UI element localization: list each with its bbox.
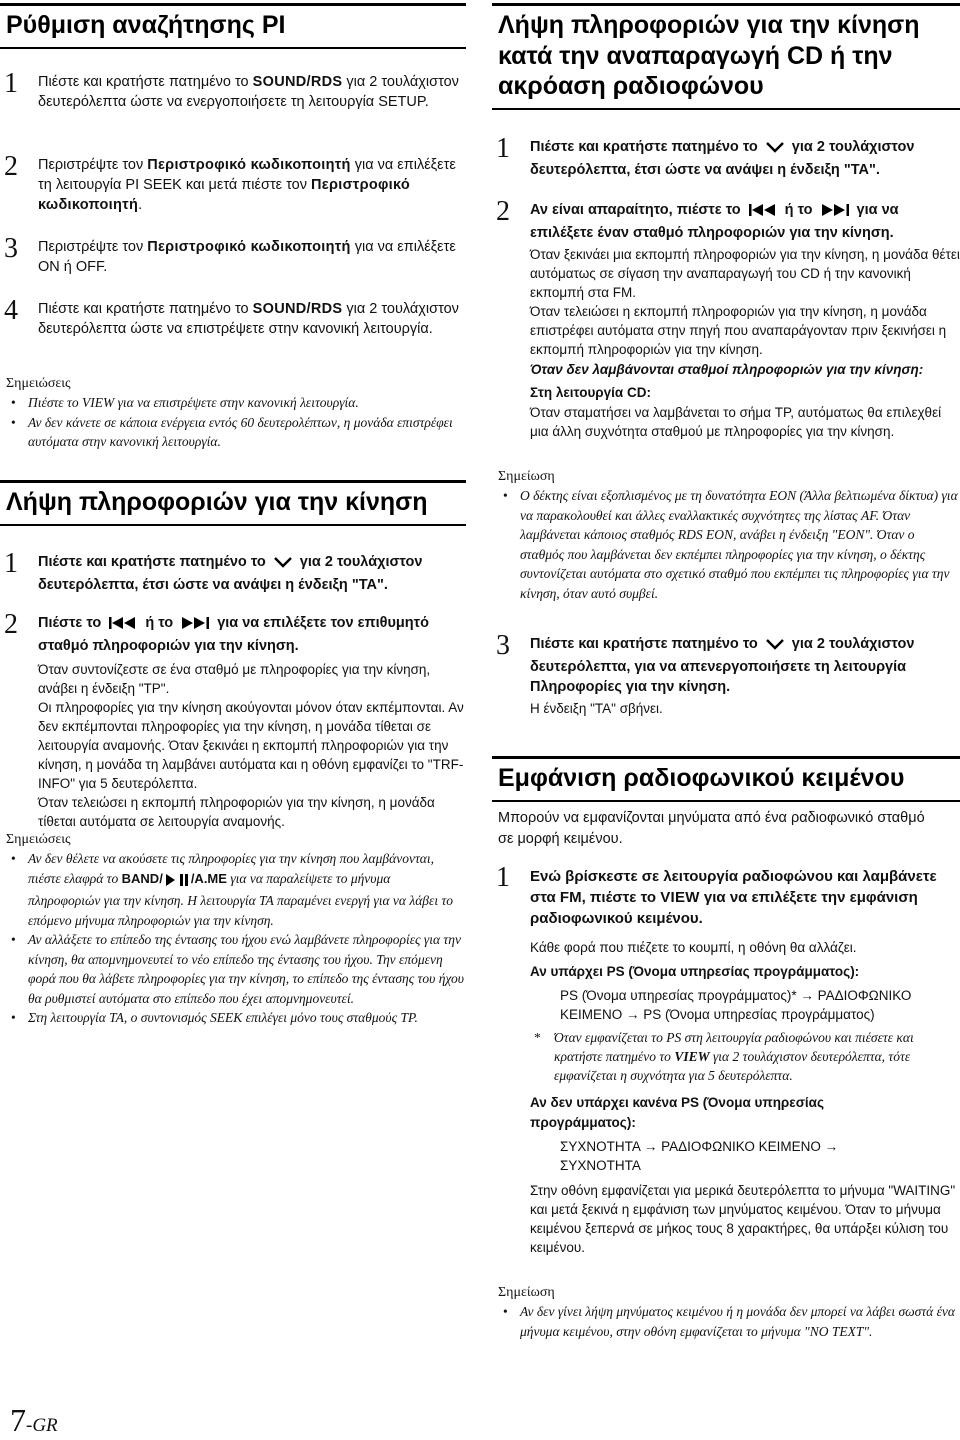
traffic-step-2	[0, 609, 466, 831]
step-text: για να επιλέξετε έναν σταθμό πληροφοριών για την κίνηση.	[530, 202, 899, 241]
sound-rds-label: SOUND/RDS	[252, 301, 343, 317]
note-item: • Αν δεν γίνει λήψη μηνύματος κειμένου ή η μονάδα δεν μπορεί να λάβει σωστά ένα μήνυμα κειμένου, στην οθόνη εμφανίζεται το μήνυμα "NO TEXT".	[498, 1302, 960, 1341]
step-sub-text	[530, 245, 960, 359]
traffic-step-1	[0, 548, 466, 595]
step-text: για 2 τουλάχιστον δευτερόλεπτα, έτσι ώστε να ανάψει η ένδειξη "TA".	[38, 554, 423, 593]
prev-track-icon	[108, 616, 138, 636]
step-text: Πιέστε και κρατήστε πατημένο το	[38, 554, 270, 570]
notes-heading: Σημείωση	[498, 469, 555, 484]
ame-button-label: /A.ME	[190, 870, 227, 886]
cd-step-3	[492, 630, 960, 718]
traffic-notes	[6, 830, 466, 1028]
play-pause-icon	[165, 872, 189, 892]
cd-section-title: Λήψη πληροφοριών για την κίνηση κατά την αναπαραγωγή CD ή την ακρόαση ραδιοφώνου	[492, 3, 960, 110]
step-sub-text	[38, 660, 466, 831]
asterisk: *	[534, 1030, 541, 1045]
star-footnote	[500, 1028, 960, 1085]
cd-step-2	[492, 196, 960, 359]
sub-paragraph: Όταν τελειώσει η εκπομπή πληροφοριών για την κίνηση, η μονάδα τίθεται αυτόματα σε λειτουργία αναμονής.	[38, 795, 435, 829]
pi-step-2	[0, 151, 466, 215]
step-text: για να επιλέξετε τη λειτουργία PI SEEK και μετά πιέστε τον	[38, 157, 456, 193]
pi-step-1	[0, 68, 466, 112]
band-button-label: BAND/	[121, 870, 163, 886]
step-text: Περιστρέψτε τον	[38, 239, 148, 255]
step-number: 1	[496, 133, 510, 164]
note-item: • Αν δεν κάνετε σε κάποια ενέργεια εντός 60 δευτερολέπτων, η μονάδα επιστρέφει αυτόματα στην κανονική λειτουργία.	[6, 413, 466, 452]
notes-heading: Σημειώσεις	[6, 376, 71, 391]
note-text: για να παραλείψετε το μήνυμα πληροφοριών για την κίνηση. Η λειτουργία TA παραμένει ενεργή για να λάβει το επόμενο μήνυμα πληροφοριών για την κίνηση.	[28, 870, 454, 928]
step-text: για 2 τουλάχιστον δευτερόλεπτα ώστε να επιστρέψετε στην κανονική λειτουργία.	[38, 301, 459, 337]
step-number: 1	[496, 862, 510, 893]
step-number: 2	[4, 151, 18, 182]
page-number: 7	[10, 1402, 26, 1438]
traffic-section-title: Λήψη πληροφοριών για την κίνηση	[0, 480, 466, 526]
notes-heading: Σημειώσεις	[6, 832, 71, 847]
step-number: 3	[496, 630, 510, 661]
pi-step-3	[0, 233, 466, 277]
next-track-icon	[180, 616, 210, 636]
sub-paragraph: Όταν συντονίζεστε σε ένα σταθμό με πληροφορίες για την κίνηση, ανάβει η ένδειξη "TP".	[38, 662, 431, 696]
sound-rds-label: SOUND/RDS	[252, 74, 343, 90]
down-chevron-icon	[765, 637, 785, 657]
no-station-heading: Όταν δεν λαμβάνονται σταθμοί πληροφοριών για την κίνηση:	[530, 362, 924, 377]
step-text: Πιέστε το	[38, 615, 106, 631]
step-number: 1	[4, 548, 18, 579]
no-station-block	[530, 360, 960, 441]
step-number: 2	[496, 196, 510, 227]
step-text: Περιστρέψτε τον	[38, 157, 148, 173]
step-number: 4	[4, 295, 18, 326]
cd-step-1	[492, 133, 960, 180]
view-button-label: VIEW	[660, 889, 700, 906]
step-text: Πιέστε και κρατήστε πατημένο το	[38, 301, 253, 317]
rotary-encoder-label: Περιστροφικό κωδικοποιητή	[38, 177, 411, 213]
no-ps-sequence: ΣΥΧΝΟΤΗΤΑ → ΡΑΔΙΟΦΩΝΙΚΟ ΚΕΙΜΕΝΟ → ΣΥΧΝΟΤΗΤΑ	[560, 1139, 839, 1173]
notes-list	[498, 486, 960, 603]
note-item: • Στη λειτουργία TA, ο συντονισμός SEEK επιλέγει μόνο τους σταθμούς TP.	[6, 1008, 466, 1028]
step-text: για να επιλέξετε την εμφάνιση ραδιοφωνικού κειμένου.	[530, 889, 918, 927]
step-text: για να επιλέξετε ON ή OFF.	[38, 239, 456, 275]
view-button-label: VIEW	[674, 1049, 710, 1064]
note-item	[6, 849, 466, 930]
note-item: • Αν αλλάξετε το επίπεδο της έντασης του ήχου ενώ λαμβάνετε πληροφορίες για την κίνηση, θα απομνημονευτεί το νέο επίπεδο της έντασης του ήχου. Την επόμενη φορά που θα λάβετε πληροφορίες για την κίνηση, το επίπεδο της έντασης του ήχου θα ρυθμιστεί αυτόματα στο επίπεδο που έχει απομνημονευτεί.	[6, 930, 466, 1008]
press-info: Κάθε φορά που πιέζετε το κουμπί, η οθόνη θα αλλάζει.	[530, 940, 857, 955]
ps-sequence: PS (Όνομα υπηρεσίας προγράμματος)* → ΡΑΔΙΟΦΩΝΙΚΟ ΚΕΙΜΕΝΟ → PS (Όνομα υπηρεσίας προγράμματος)	[560, 988, 912, 1022]
next-track-icon	[820, 203, 850, 223]
notes-list	[6, 393, 466, 452]
notes-list	[498, 1302, 960, 1341]
step-text: για 2 τουλάχιστον δευτερόλεπτα, για να απενεργοποιήσετε τη λειτουργία Πληροφορίες για την κίνηση.	[530, 636, 915, 695]
note-item: • Ο δέκτης είναι εξοπλισμένος με τη δυνατότητα EON (Άλλα βελτιωμένα δίκτυα) για να παρακολουθεί και άλλες εναλλακτικές συχνότητες της λίστας AF. Όταν λαμβάνεται κάποιος σταθμός RDS EON, ανάβει η ένδειξη "EON". Όταν ο σταθμός που λαμβάνεται δεν εκπέμπει πληροφορίες για την κίνηση, ο δέκτης συντονίζεται αυτόματα στο σχετικό σταθμό που εκπέμπει τις πληροφορίες για την κίνηση, όταν αυτό συμβεί.	[498, 486, 960, 603]
step-number: 1	[4, 68, 18, 99]
pi-section-title: Ρύθμιση αναζήτησης PI	[0, 3, 466, 49]
step-text: ή το	[780, 202, 817, 218]
cd-mode-text: Όταν σταματήσει να λαμβάνεται το σήμα TP, αυτόματως θα επιλεχθεί μια άλλη συχνότητα σταθμού με πληροφορίες για την κίνηση.	[530, 405, 942, 439]
cd-mode-label: Στη λειτουργία CD:	[530, 385, 651, 400]
rotary-encoder-label: Περιστροφικό κωδικοποιητή	[147, 157, 351, 173]
step-text: για να επιλέξετε τον επιθυμητό σταθμό πληροφοριών για την κίνηση.	[38, 615, 429, 654]
down-chevron-icon	[273, 555, 293, 575]
step-text: Πιέστε και κρατήστε πατημένο το	[38, 74, 253, 90]
note-text: Αν δεν θέλετε να ακούσετε τις πληροφορίες για την κίνηση που λαμβάνονται, πιέστε ελαφρά το	[28, 851, 434, 886]
waiting-paragraph: Στην οθόνη εμφανίζεται για μερικά δευτερόλεπτα το μήνυμα "WAITING" και μετά ξεκινά η εμφάνιση των μηνύματος κειμένου. Όταν το μήνυμα κειμένου ξεπερνά σε μήκος τους 8 χαρακτήρες, θα υπάρξει κύλιση του κειμένου.	[530, 1183, 956, 1255]
rotary-encoder-label: Περιστροφικό κωδικοποιητή	[147, 239, 351, 255]
down-chevron-icon	[765, 140, 785, 160]
sub-paragraph: Όταν τελειώσει η εκπομπή πληροφοριών για την κίνηση, η μονάδα επιστρέφει αυτόματα στην πηγή που αναπαράγονταν πριν ξεκινήσει η εκπομπή πληροφοριών για την κίνηση.	[530, 304, 947, 357]
radio-text-intro: Μπορούν να εμφανίζονται μηνύματα από ένα ραδιοφωνικό σταθμό σε μορφή κειμένου.	[498, 810, 925, 847]
step-text: ή το	[141, 615, 178, 631]
radio-text-section-title: Εμφάνιση ραδιοφωνικού κειμένου	[492, 756, 960, 802]
no-ps-label: Αν δεν υπάρχει κανένα PS (Όνομα υπηρεσίας προγράμματος):	[530, 1095, 825, 1130]
language-suffix: -GR	[26, 1415, 58, 1436]
footnote-text: για 2 τουλάχιστον δευτερόλεπτα, τότε εμφανίζεται η συχνότητα για 5 δευτερόλεπτα.	[554, 1049, 911, 1083]
sub-paragraph: Όταν ξεκινάει μια εκπομπή πληροφοριών για την κίνηση, η μονάδα θέτει αυτόματως σε σίγαση την αναπαραγωγή του CD ή την κανονική εκπομπή στα FM.	[530, 247, 960, 300]
step-text: Πιέστε και κρατήστε πατημένο το	[530, 636, 762, 652]
step-text: Πιέστε και κρατήστε πατημένο το	[530, 139, 762, 155]
radio-text-note	[498, 1283, 960, 1341]
step-number: 2	[4, 609, 18, 640]
step-text: .	[138, 197, 143, 213]
cd-note	[498, 467, 960, 603]
step-text: Ενώ βρίσκεστε σε λειτουργία ραδιοφώνου και λαμβάνετε στα FM, πιέστε το	[530, 868, 937, 906]
step-text: για 2 τουλάχιστον δευτερόλεπτα ώστε να ενεργοποιήσετε τη λειτουργία SETUP.	[38, 74, 459, 110]
radio-text-step-1	[492, 862, 960, 929]
footnote-text: Όταν εμφανίζεται το PS στη λειτουργία ραδιοφώνου και πιέσετε και κρατήστε πατημένο το	[554, 1030, 914, 1064]
notes-list	[6, 849, 466, 1028]
step-text: για 2 τουλάχιστον δευτερόλεπτα, έτσι ώστε να ανάψει η ένδειξη "TA".	[530, 139, 915, 178]
radio-text-details	[530, 938, 960, 1257]
step-text: Αν είναι απαραίτητο, πιέστε το	[530, 202, 745, 218]
sub-paragraph: Οι πληροφορίες για την κίνηση ακούγονται μόνον όταν εκπέμπονται. Αν δεν εκπέμπονται πληροφορίες για την κίνηση, η μονάδα τίθεται σε λειτουργία αναμονής. Όταν ξεκινάει η εκπομπή πληροφοριών για την κίνηση, η μονάδα τη λαμβάνει αυτόματα και η οθόνη εμφανίζει το "TRF-INFO" για 5 δευτερόλεπτα.	[38, 700, 464, 791]
note-item: • Πιέστε το VIEW για να επιστρέψετε στην κανονική λειτουργία.	[6, 393, 466, 413]
ps-label: Αν υπάρχει PS (Όνομα υπηρεσίας προγράμματος):	[530, 964, 860, 979]
step-sub-text: Η ένδειξη "TA" σβήνει.	[530, 701, 663, 716]
notes-heading: Σημείωση	[498, 1285, 555, 1300]
pi-step-4	[0, 295, 466, 339]
prev-track-icon	[748, 203, 778, 223]
page-footer	[10, 1402, 58, 1439]
pi-notes	[6, 374, 466, 452]
step-number: 3	[4, 233, 18, 264]
